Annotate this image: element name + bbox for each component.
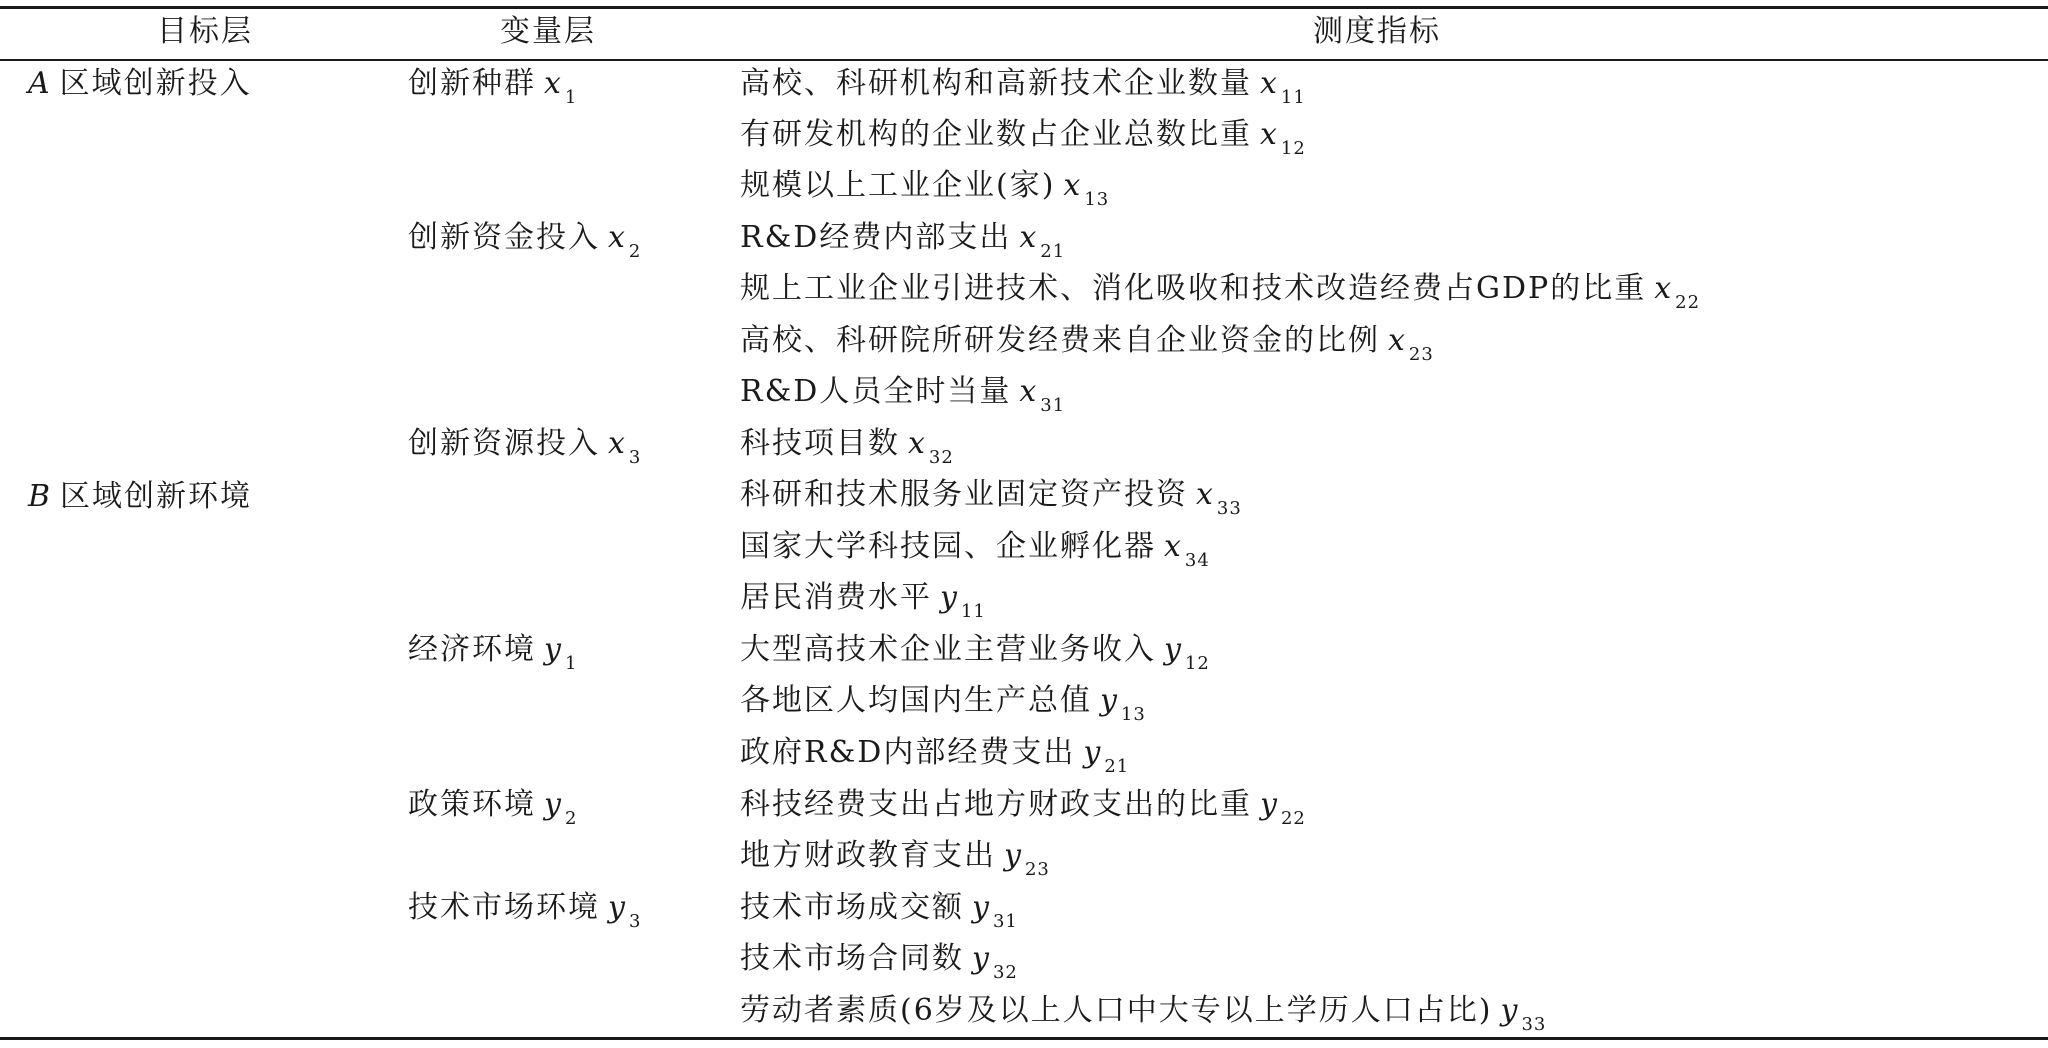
variable-symbol: x — [608, 220, 625, 255]
variable-x2 — [408, 218, 641, 262]
indicator-y11 — [740, 578, 986, 622]
indicator-subscript: 31 — [992, 911, 1018, 932]
indicator-subscript: 22 — [1675, 292, 1701, 313]
indicator-subscript: 32 — [992, 962, 1018, 983]
indicator-y32 — [740, 939, 1018, 983]
indicator-text: R&D经费内部支出 — [740, 220, 1012, 255]
variable-x1 — [408, 64, 577, 108]
indicator-symbol: y — [972, 941, 989, 976]
indicator-symbol: x — [1164, 529, 1181, 564]
header-measure-indicator: 测度指标 — [1313, 14, 1441, 49]
indicator-subscript: 12 — [1184, 653, 1210, 674]
indicator-x34 — [740, 527, 1210, 571]
variable-name: 政策环境 — [408, 787, 536, 822]
indicator-x23 — [740, 321, 1434, 365]
indicator-symbol: y — [972, 890, 989, 925]
indicator-subscript: 11 — [1280, 87, 1306, 108]
variable-name: 经济环境 — [408, 632, 536, 667]
indicator-y23 — [740, 836, 1050, 880]
variable-symbol: y — [608, 890, 625, 925]
indicator-y22 — [740, 785, 1306, 829]
indicator-symbol: x — [1019, 374, 1037, 409]
indicator-subscript: 34 — [1184, 550, 1210, 571]
indicator-subscript: 13 — [1084, 189, 1110, 210]
indicator-text: 地方财政教育支出 — [740, 838, 996, 873]
variable-y2 — [408, 785, 577, 829]
indicator-text: 劳动者素质(6岁及以上人口中大专以上学历人口占比) — [740, 993, 1493, 1028]
indicator-subscript: 31 — [1040, 395, 1066, 416]
header-variable-layer: 变量层 — [500, 14, 596, 49]
indicator-subscript: 23 — [1024, 859, 1050, 880]
goal-letter: B — [28, 479, 51, 514]
indicator-symbol: y — [1004, 838, 1021, 873]
variable-symbol: y — [544, 787, 561, 822]
variable-name: 技术市场环境 — [408, 890, 600, 925]
indicator-subscript: 13 — [1120, 704, 1146, 725]
indicator-subscript: 12 — [1280, 138, 1306, 159]
indicator-symbol: x — [1019, 220, 1037, 255]
indicator-text: 各地区人均国内生产总值 — [740, 683, 1092, 718]
indicator-subscript: 33 — [1216, 498, 1242, 519]
indicator-text: 规模以上工业企业(家) — [740, 168, 1056, 203]
variable-x3 — [408, 424, 641, 468]
indicator-symbol: y — [1083, 735, 1101, 770]
goal-name: 区域创新投入 — [59, 66, 252, 101]
indicator-symbol: y — [1260, 787, 1277, 822]
goal-letter: A — [28, 66, 50, 101]
variable-name: 创新资金投入 — [408, 220, 600, 255]
table-header-rule — [0, 59, 2048, 61]
variable-y3 — [408, 888, 641, 932]
variable-name: 创新种群 — [408, 66, 536, 101]
indicator-text: R&D人员全时当量 — [740, 374, 1012, 409]
indicator-y13 — [740, 681, 1146, 725]
indicator-subscript: 33 — [1521, 1014, 1547, 1035]
goal-name: 区域创新环境 — [60, 479, 253, 514]
indicator-subscript: 32 — [928, 447, 954, 468]
indicator-text: 高校、科研院所研发经费来自企业资金的比例 — [740, 323, 1380, 358]
indicator-y12 — [740, 630, 1210, 674]
variable-subscript: 3 — [628, 911, 642, 932]
indicator-symbol: x — [1654, 271, 1672, 306]
indicator-subscript: 22 — [1280, 808, 1306, 829]
variable-subscript: 2 — [628, 241, 642, 262]
indicator-y31 — [740, 888, 1018, 932]
indicator-text: 规上工业企业引进技术、消化吸收和技术改造经费占GDP的比重 — [740, 271, 1647, 306]
indicator-subscript: 21 — [1040, 241, 1066, 262]
table-bottom-rule — [0, 1037, 2048, 1040]
variable-name: 创新资源投入 — [408, 426, 600, 461]
goal-b — [28, 477, 252, 517]
variable-symbol: x — [608, 426, 625, 461]
indicator-text: 技术市场成交额 — [740, 890, 964, 925]
indicator-x22 — [740, 269, 1700, 313]
variable-subscript: 1 — [564, 87, 578, 108]
indicator-symbol: x — [1388, 323, 1405, 358]
indicator-symbol: x — [1063, 168, 1081, 203]
goal-a — [28, 64, 252, 104]
indicator-x33 — [740, 475, 1242, 519]
variable-y1 — [408, 630, 577, 674]
indicator-x31 — [740, 372, 1065, 416]
indicator-symbol: x — [1260, 66, 1277, 101]
indicator-symbol: y — [1100, 683, 1117, 718]
indicator-y33 — [740, 991, 1546, 1035]
indicator-symbol: x — [908, 426, 925, 461]
indicator-x32 — [740, 424, 954, 468]
indicator-text: 科研和技术服务业固定资产投资 — [740, 477, 1188, 512]
indicator-x13 — [740, 166, 1109, 210]
indicator-x21 — [740, 218, 1065, 262]
indicator-subscript: 21 — [1104, 756, 1130, 777]
indicator-symbol: x — [1196, 477, 1213, 512]
indicator-symbol: x — [1260, 117, 1277, 152]
indicator-text: 有研发机构的企业数占企业总数比重 — [740, 117, 1252, 152]
variable-subscript: 3 — [628, 447, 642, 468]
indicator-subscript: 23 — [1408, 344, 1434, 365]
indicator-text: 政府R&D内部经费支出 — [740, 735, 1076, 770]
indicator-symbol: y — [940, 580, 957, 615]
indicator-text: 科技项目数 — [740, 426, 900, 461]
header-goal-layer: 目标层 — [157, 14, 253, 49]
indicator-text: 高校、科研机构和高新技术企业数量 — [740, 66, 1252, 101]
indicator-text: 大型高技术企业主营业务收入 — [740, 632, 1156, 667]
indicator-text: 居民消费水平 — [740, 580, 932, 615]
indicator-symbol: y — [1500, 993, 1518, 1028]
indicator-x12 — [740, 115, 1306, 159]
indicator-x11 — [740, 64, 1306, 108]
indicator-text: 技术市场合同数 — [740, 941, 964, 976]
indicator-subscript: 11 — [960, 601, 986, 622]
indicator-symbol: y — [1164, 632, 1181, 667]
table-top-rule — [0, 6, 2048, 9]
indicator-y21 — [740, 733, 1129, 777]
indicator-text: 国家大学科技园、企业孵化器 — [740, 529, 1156, 564]
indicator-text: 科技经费支出占地方财政支出的比重 — [740, 787, 1252, 822]
variable-subscript: 2 — [564, 808, 578, 829]
variable-symbol: x — [544, 66, 561, 101]
variable-subscript: 1 — [564, 653, 578, 674]
variable-symbol: y — [544, 632, 561, 667]
